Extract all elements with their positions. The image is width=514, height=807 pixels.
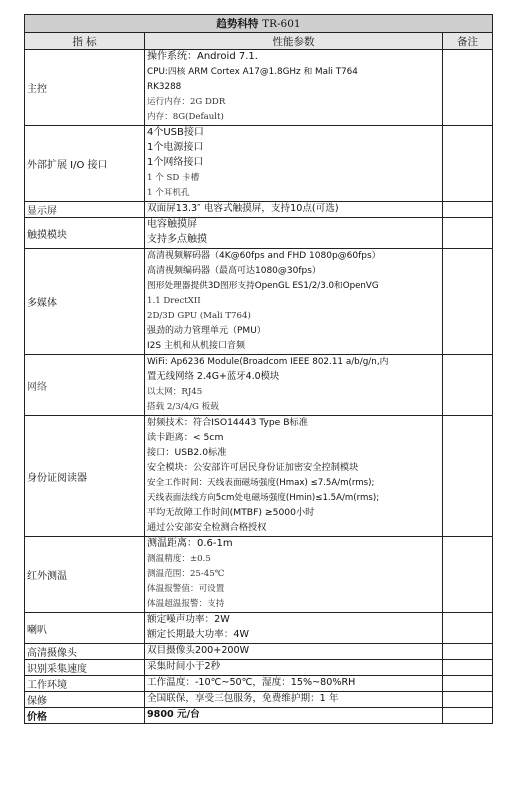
spec-line: 测温精度：±0.5 xyxy=(147,554,211,564)
table-row-main-control xyxy=(25,50,493,126)
table-row-price xyxy=(25,708,493,724)
spec-line: 测温范围：25-45℃ xyxy=(147,569,225,579)
row-label: 外部扩展 I/O 接口 xyxy=(25,126,145,202)
header-note: 备注 xyxy=(443,33,493,50)
spec-line: 双面屏13.3″ 电容式触摸屏，支持10点(可选) xyxy=(147,203,339,214)
row-label: 网络 xyxy=(25,355,145,416)
title-row xyxy=(25,15,493,33)
spec-line: 读卡距离：< 5cm xyxy=(147,432,224,443)
table-row-multimedia xyxy=(25,249,493,355)
row-label: 身份证阅读器 xyxy=(25,416,145,537)
spec-line: 1个电源接口 xyxy=(147,142,204,153)
spec-line: 体温报警值：可设置 xyxy=(147,584,225,594)
header-row xyxy=(25,33,493,50)
row-label: 喇叭 xyxy=(25,613,145,644)
row-note xyxy=(443,708,493,724)
spec-line: 全国联保，享受三包服务，免费维护期：1 年 xyxy=(147,693,339,704)
spec-line: 2D/3D GPU (Mali T764) xyxy=(147,311,251,321)
row-spec xyxy=(145,202,443,218)
row-label: 显示屏 xyxy=(25,202,145,218)
spec-line: 测温距离：0.6-1m xyxy=(147,538,233,549)
row-spec xyxy=(145,355,443,416)
row-note xyxy=(443,613,493,644)
spec-line: 4个USB接口 xyxy=(147,127,204,138)
spec-line: 额定噪声功率：2W xyxy=(147,614,230,625)
row-spec xyxy=(145,537,443,613)
spec-line: 接口：USB2.0标准 xyxy=(147,447,227,458)
spec-line: 运行内存：2G DDR xyxy=(147,97,226,107)
row-note xyxy=(443,202,493,218)
table-row-warranty xyxy=(25,692,493,708)
row-spec xyxy=(145,676,443,692)
spec-line: RK3288 xyxy=(147,82,182,92)
row-spec xyxy=(145,660,443,676)
row-note xyxy=(443,218,493,249)
table-row-speaker xyxy=(25,613,493,644)
table-row-capture-speed xyxy=(25,660,493,676)
spec-line: CPU:四核 ARM Cortex A17@1.8GHz 和 Mali T764 xyxy=(147,67,358,77)
row-note xyxy=(443,355,493,416)
spec-line: 工作温度：-10℃~50℃，湿度：15%~80%RH xyxy=(147,677,356,688)
row-note xyxy=(443,537,493,613)
spec-line: 强劲的动力管理单元（PMU） xyxy=(147,326,266,336)
spec-line: 双目摄像头200+200W xyxy=(147,645,250,656)
spec-line: 1.1 DrectXII xyxy=(147,296,201,306)
table-row-io xyxy=(25,126,493,202)
row-note xyxy=(443,416,493,537)
row-spec xyxy=(145,218,443,249)
row-note xyxy=(443,660,493,676)
spec-table xyxy=(24,14,493,724)
row-note xyxy=(443,644,493,660)
spec-line: 支持多点触摸 xyxy=(147,234,207,245)
row-spec xyxy=(145,644,443,660)
spec-line: I2S 主机和从机接口音频 xyxy=(147,341,245,351)
spec-line: 射频技术：符合ISO14443 Type B标准 xyxy=(147,417,308,428)
spec-line: 平均无故障工作时间(MTBF) ≥5000小时 xyxy=(147,507,315,518)
row-note xyxy=(443,249,493,355)
spec-line: 置无线网络 2.4G+蓝牙4.0模块 xyxy=(147,371,280,382)
row-spec xyxy=(145,416,443,537)
spec-line: 1个网络接口 xyxy=(147,157,204,168)
spec-sheet xyxy=(24,14,492,724)
title-model: TR-601 xyxy=(262,18,301,30)
table-title xyxy=(25,15,493,33)
row-spec xyxy=(145,50,443,126)
table-row-camera xyxy=(25,644,493,660)
row-spec xyxy=(145,708,443,724)
header-indicator: 指 标 xyxy=(25,33,145,50)
spec-line: WiFi: Ap6236 Module(Broadcom IEEE 802.11 a/b/g/n,内 xyxy=(147,357,389,367)
row-label: 多媒体 xyxy=(25,249,145,355)
spec-line: 1 个 SD 卡槽 xyxy=(147,173,200,183)
spec-line: 图形处理器提供3D图形支持OpenGL ES1/2/3.0和OpenVG xyxy=(147,281,379,291)
spec-line: 采集时间小于2秒 xyxy=(147,661,221,672)
row-label: 主控 xyxy=(25,50,145,126)
row-spec xyxy=(145,249,443,355)
row-note xyxy=(443,692,493,708)
spec-line: 以太网：RJ45 xyxy=(147,387,203,397)
spec-line: 安全工作时间：天线表面磁场强度(Hmax) ≤7.5A/m(rms); xyxy=(147,478,375,488)
row-label: 触摸模块 xyxy=(25,218,145,249)
table-row-infrared xyxy=(25,537,493,613)
spec-line: 体温超温报警：支持 xyxy=(147,599,225,609)
row-label: 价格 xyxy=(25,708,145,724)
row-spec xyxy=(145,692,443,708)
spec-line: 电容触摸屏 xyxy=(147,219,197,230)
table-row-environment xyxy=(25,676,493,692)
spec-line: 高清视频编码器（最高可达1080@30fps） xyxy=(147,266,321,276)
row-note xyxy=(443,676,493,692)
spec-line: 高清视频解码器（4K@60fps and FHD 1080p@60fps） xyxy=(147,251,381,261)
row-label: 保修 xyxy=(25,692,145,708)
spec-line: 通过公安部安全检测合格授权 xyxy=(147,522,267,533)
row-note xyxy=(443,126,493,202)
spec-line: 操作系统：Android 7.1. xyxy=(147,51,258,62)
spec-line: 1 个耳机孔 xyxy=(147,188,190,198)
row-label: 红外测温 xyxy=(25,537,145,613)
spec-line: 内存：8G(Default) xyxy=(147,112,224,122)
spec-line: 安全模块：公安部许可居民身份证加密安全控制模块 xyxy=(147,462,359,473)
price-value: 9800 元/台 xyxy=(147,709,200,720)
spec-line: 额定长期最大功率：4W xyxy=(147,629,249,640)
row-label: 高清摄像头 xyxy=(25,644,145,660)
title-brand: 趋势科特 xyxy=(216,18,259,30)
row-spec xyxy=(145,126,443,202)
row-label: 工作环境 xyxy=(25,676,145,692)
table-row-network xyxy=(25,355,493,416)
table-row-touch xyxy=(25,218,493,249)
table-row-id-reader xyxy=(25,416,493,537)
row-label: 识别采集速度 xyxy=(25,660,145,676)
row-note xyxy=(443,50,493,126)
spec-line: 搭载 2/3/4/G 板载 xyxy=(147,402,219,412)
table-row-display xyxy=(25,202,493,218)
row-spec xyxy=(145,613,443,644)
header-spec: 性能参数 xyxy=(145,33,443,50)
spec-line: 天线表面法线方向5cm处电磁场强度(Hmin)≤1.5A/m(rms); xyxy=(147,493,380,503)
